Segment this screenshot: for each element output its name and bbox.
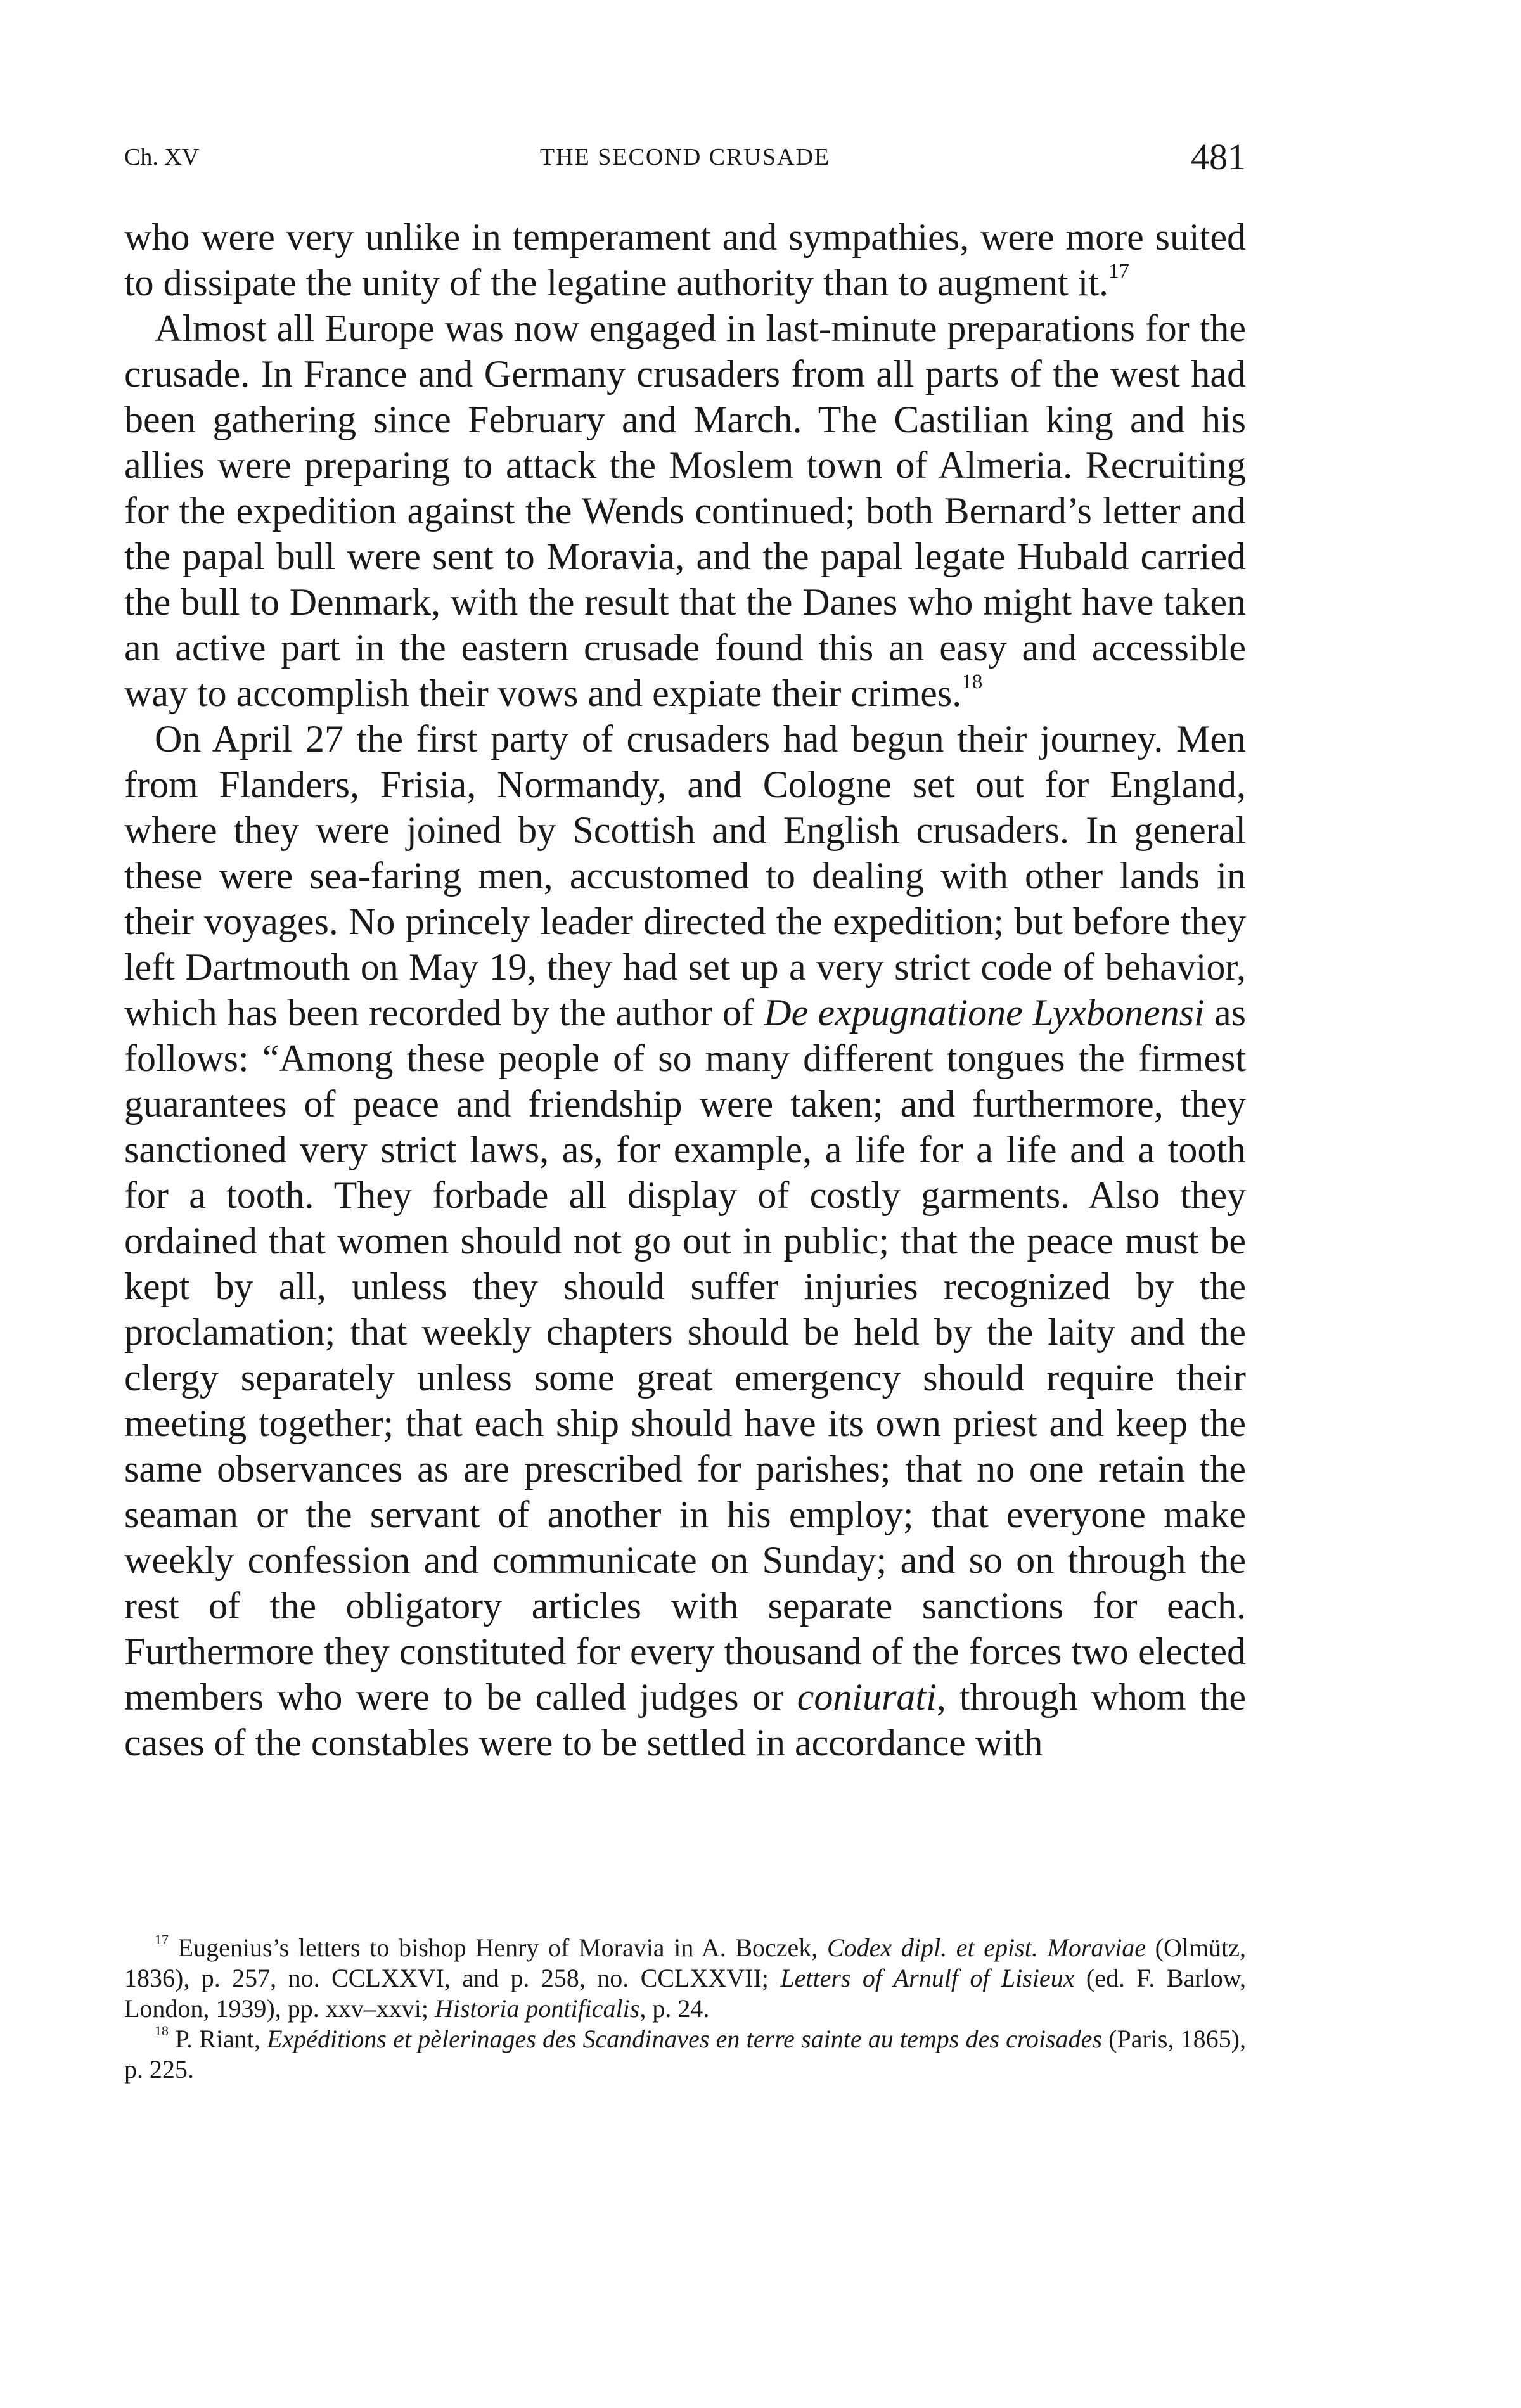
footnote-17-title-letters: Letters of Arnulf of Lisieux <box>780 1964 1075 1992</box>
paragraph-3-before: On April 27 the first party of crusaders had begun their journey. Men from Flanders, Frisia, Normandy, and Cologne set out for England, where they were joined by Scottish and English crusaders. In general these were sea-faring men, accustomed to dealing with other lands in their voyages. No princely leader directed the expedition; but before they left Dartmouth on May 19, they had set up a very strict code of behavior, which has been recorded by the author of <box>124 718 1246 1034</box>
term-coniurati: coniurati <box>797 1676 937 1718</box>
main-text <box>124 214 1246 1765</box>
footnote-17-number: 17 <box>155 1931 169 1948</box>
footnote-18-number: 18 <box>155 2023 169 2039</box>
page-number: 481 <box>1191 136 1246 177</box>
paragraph-1 <box>124 214 1246 305</box>
work-title: De expugnatione Lyxbonensi <box>764 992 1205 1034</box>
footnote-17-title-historia: Historia pontificalis <box>434 1994 640 2023</box>
footnote-18-title-expeditions: Expéditions et pèlerinages des Scandinaves en terre sainte au temps des croisades <box>267 2025 1102 2053</box>
footnote-18 <box>124 2024 1246 2085</box>
footnote-17-text-e: (ed. F. Barlow, London, 1939), pp. xxv–xxvi; <box>124 1964 1247 2023</box>
footnote-17-text-a: Eugenius’s letters to bishop Henry of Moravia in A. Boczek, <box>169 1933 827 1962</box>
running-header <box>124 138 1246 176</box>
paragraph-3-middle: as follows: “Among these people of so many different tongues the firmest guarantees of peace and friendship were taken; and furthermore, they sanctioned very strict laws, as, for example, a life for a life and a tooth for a tooth. They forbade all display of costly garments. Also they ordained that women should not go out in public; that the peace must be kept by all, unless they should suffer injuries recognized by the proclamation; that weekly chapters should be held by the laity and the clergy separately unless some great emergency should require their meeting together; that each ship should have its own priest and keep the same observances as are prescribed for parishes; that no one retain the seaman or the servant of another in his employ; that everyone make weekly confession and communicate on Sunday; and so on through the rest of the obligatory articles with separate sanctions for each. Furthermore they constituted for every thousand of the forces two elected members who were to be called judges or <box>124 992 1247 1718</box>
paragraph-3-after: , through whom the cases of the constables were to be settled in accordance with <box>124 1676 1247 1764</box>
footnote-17 <box>124 1933 1246 2024</box>
footnote-18-text-a: P. Riant, <box>169 2025 267 2053</box>
chapter-label: Ch. XV <box>124 144 200 170</box>
footnotes <box>124 1933 1246 2085</box>
footnote-ref-17: 17 <box>1108 260 1129 283</box>
footnote-17-text-c: (Olmütz, 1836), p. 257, no. CCLXXVI, and p. 258, no. CCLXXVII; <box>124 1933 1246 1992</box>
paragraph-2-text: Almost all Europe was now engaged in last-minute preparations for the crusade. In France and Germany crusaders from all parts of the west had been gathering since February and March. The Castilian king and his allies were preparing to attack the Moslem town of Almeria. Recruiting for the expedition against the Wends continued; both Bernard’s letter and the papal bull were sent to Moravia, and the papal legate Hubald carried the bull to Denmark, with the result that the Danes who might have taken an active part in the eastern crusade found this an easy and accessible way to accomplish their vows and expiate their crimes. <box>124 307 1246 714</box>
footnote-ref-18: 18 <box>961 670 983 694</box>
footnote-18-text-c: (Paris, 1865), p. 225. <box>124 2025 1246 2084</box>
paragraph-2 <box>124 305 1246 716</box>
running-title: THE SECOND CRUSADE <box>539 144 831 170</box>
paragraph-3 <box>124 716 1246 1765</box>
paragraph-1-text: who were very unlike in temperament and sympathies, were more suited to dissipate the unity of the legatine authority than to augment it. <box>124 216 1246 304</box>
footnote-17-title-codex: Codex dipl. et epist. Moraviae <box>826 1933 1146 1962</box>
footnote-17-text-g: , p. 24. <box>639 1994 710 2023</box>
